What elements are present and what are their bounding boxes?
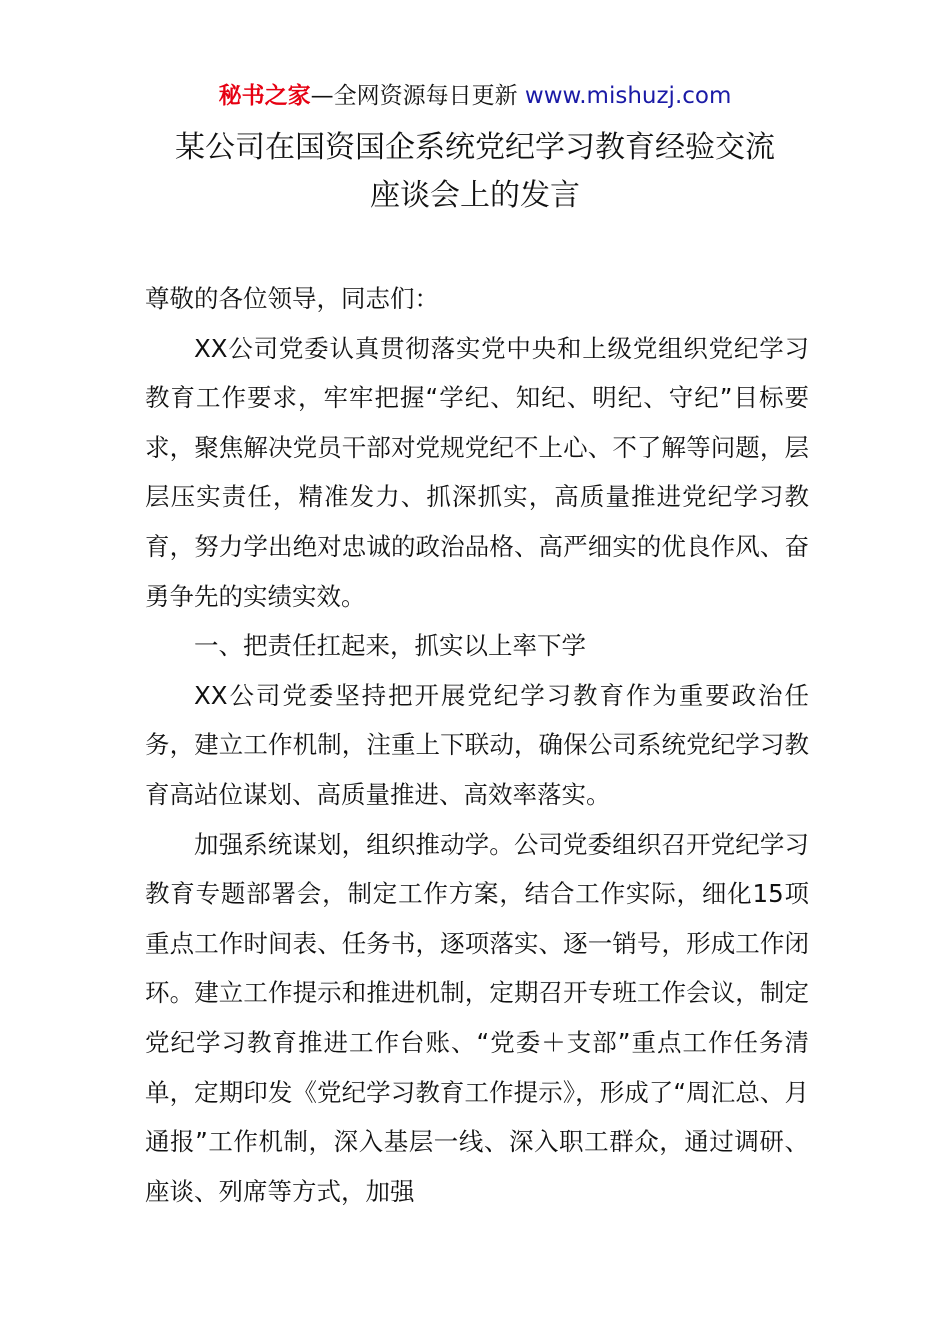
site-url-link[interactable]: www.mishuzj.com: [524, 83, 732, 109]
site-brand: 秘书之家: [218, 83, 311, 109]
document-body: [145, 274, 809, 1216]
section-heading-1: 一、把责任扛起来，抓实以上率下学: [194, 631, 586, 661]
title-line-2: 座谈会上的发言: [370, 178, 580, 213]
paragraph-planning: 加强系统谋划，组织推动学。公司党委组织召开党纪学习教育专题部署会，制定工作方案，结合工作实际，细化15项重点工作时间表、任务书，逐项落实、逐一销号，形成工作闭环。建立工作提示和推进机制，定期召开专班工作会议，制定党纪学习教育推进工作台账、“党委＋支部”重点工作任务清单，定期印发《党纪学习教育工作提示》，形成了“周汇总、月通报”工作机制，深入基层一线、深入职工群众，通过调研、座谈、列席等方式，加强: [145, 829, 809, 1206]
salutation: 尊敬的各位领导，同志们：: [145, 284, 439, 313]
paragraph-section-1: XX公司党委坚持把开展党纪学习教育作为重要政治任务，建立工作机制，注重上下联动，确保公司系统党纪学习教育高站位谋划、高质量推进、高效率落实。: [145, 680, 809, 809]
site-header: [0, 80, 950, 112]
paragraph-intro: XX公司党委认真贯彻落实党中央和上级党组织党纪学习教育工作要求，牢牢把握“学纪、知纪、明纪、守纪”目标要求，聚焦解决党员干部对党规党纪不上心、不了解等问题，层层压实责任，精准发力、抓深抓实，高质量推进党纪学习教育，努力学出绝对忠诚的政治品格、高严细实的优良作风、奋勇争先的实绩实效。: [145, 333, 809, 611]
site-tagline: —全网资源每日更新: [310, 83, 518, 109]
title-line-1: 某公司在国资国企系统党纪学习教育经验交流: [175, 130, 775, 165]
document-title: [0, 124, 950, 220]
